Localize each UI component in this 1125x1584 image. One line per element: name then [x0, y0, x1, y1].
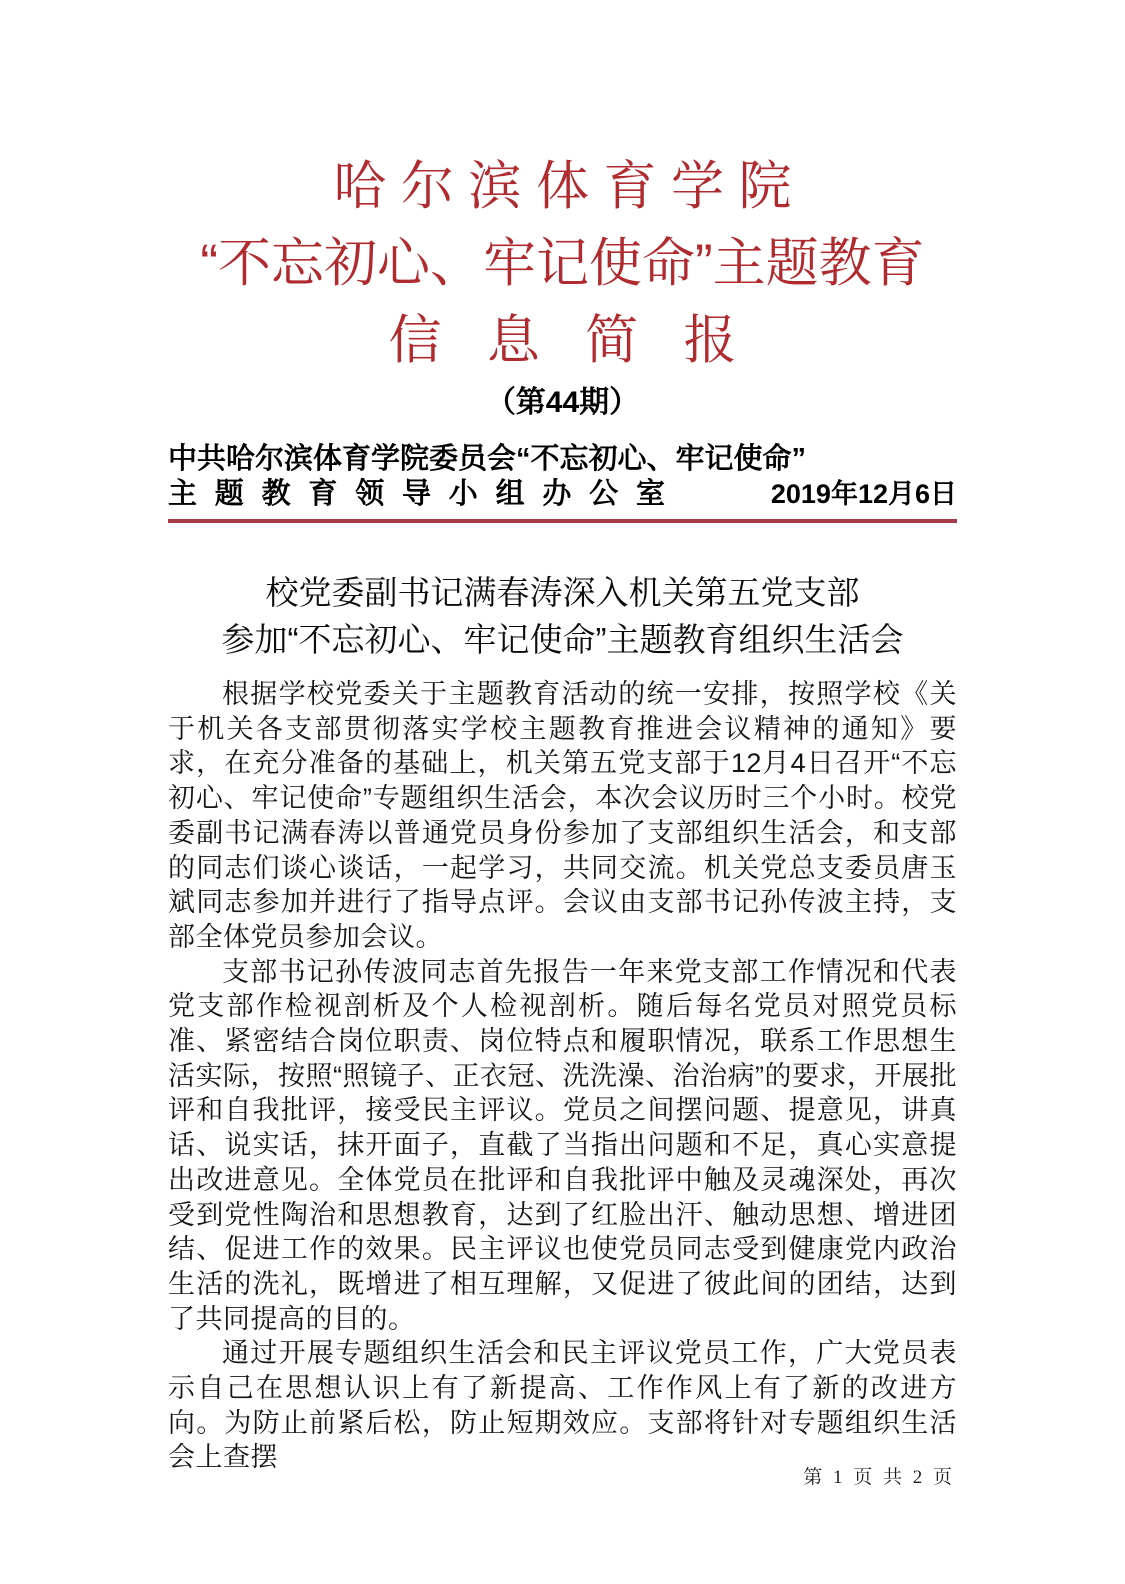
page-number-label: 第 1 页 共 2 页: [803, 1467, 955, 1488]
issue-number: （第44期）: [485, 386, 640, 419]
issuer-committee-line: 中共哈尔滨体育学院委员会“不忘初心、牢记使命”: [168, 443, 807, 475]
paragraph-2: 支部书记孙传波同志首先报告一年来党支部工作情况和代表党支部作检视剖析及个人检视剖析。随后每名党员对照党员标准、紧密结合岗位职责、岗位特点和履职情况，联系工作思想生活实际，按照“照镜子、正衣冠、洗洗澡、治治病”的要求，开展批评和自我批评，接受民主评议。党员之间摆问题、提意见，讲真话、说实话，抹开面子，直截了当指出问题和不足，真心实意提出改进意见。全体党员在批评和自我批评中触及灵魂深处，再次受到党性陶治和思想教育，达到了红脸出汗、触动思想、增进团结、促进工作的效果。民主评议也使党员同志受到健康党内政治生活的洗礼，既增进了相互理解，又促进了彼此间的团结，达到了共同提高的目的。: [168, 956, 957, 1334]
issuer-office-name: 主题教育领导小组办公室: [168, 478, 665, 510]
issue-date: 2019年12月6日: [770, 479, 957, 509]
article-title: [168, 569, 957, 663]
article-title-line1: 校党委副书记满春涛深入机关第五党支部: [265, 574, 860, 611]
paragraph-1: 根据学校党委关于主题教育活动的统一安排，按照学校《关于机关各支部贯彻落实学校主题教育推进会议精神的通知》要求，在充分准备的基础上，机关第五党支部于12月4日召开“不忘初心、牢记使命”专题组织生活会，本次会议历时三个小时。校党委副书记满春涛以普通党员身份参加了支部组织生活会，和支部的同志们谈心谈话，一起学习，共同交流。机关党总支委员唐玉斌同志参加并进行了指导点评。会议由支部书记孙传波主持，支部全体党员参加会议。: [168, 679, 957, 952]
paragraph-3: 通过开展专题组织生活会和民主评议党员工作，广大党员表示自己在思想认识上有了新提高、工作作风上有了新的改进方向。为防止前紧后松，防止短期效应。支部将针对专题组织生活会上查摆: [168, 1338, 957, 1473]
issuer-block: [168, 443, 957, 523]
issuer-office-row: [168, 478, 957, 523]
article-title-line2: 参加“不忘初心、牢记使命”主题教育组织生活会: [221, 621, 904, 658]
masthead-title-line2: “不忘初心、牢记使命”主题教育: [200, 234, 925, 293]
masthead: [168, 148, 957, 421]
article-body: [168, 677, 957, 1475]
masthead-title-line1: 哈尔滨体育学院: [333, 157, 792, 216]
masthead-title-line3: 信息简报: [388, 311, 737, 370]
